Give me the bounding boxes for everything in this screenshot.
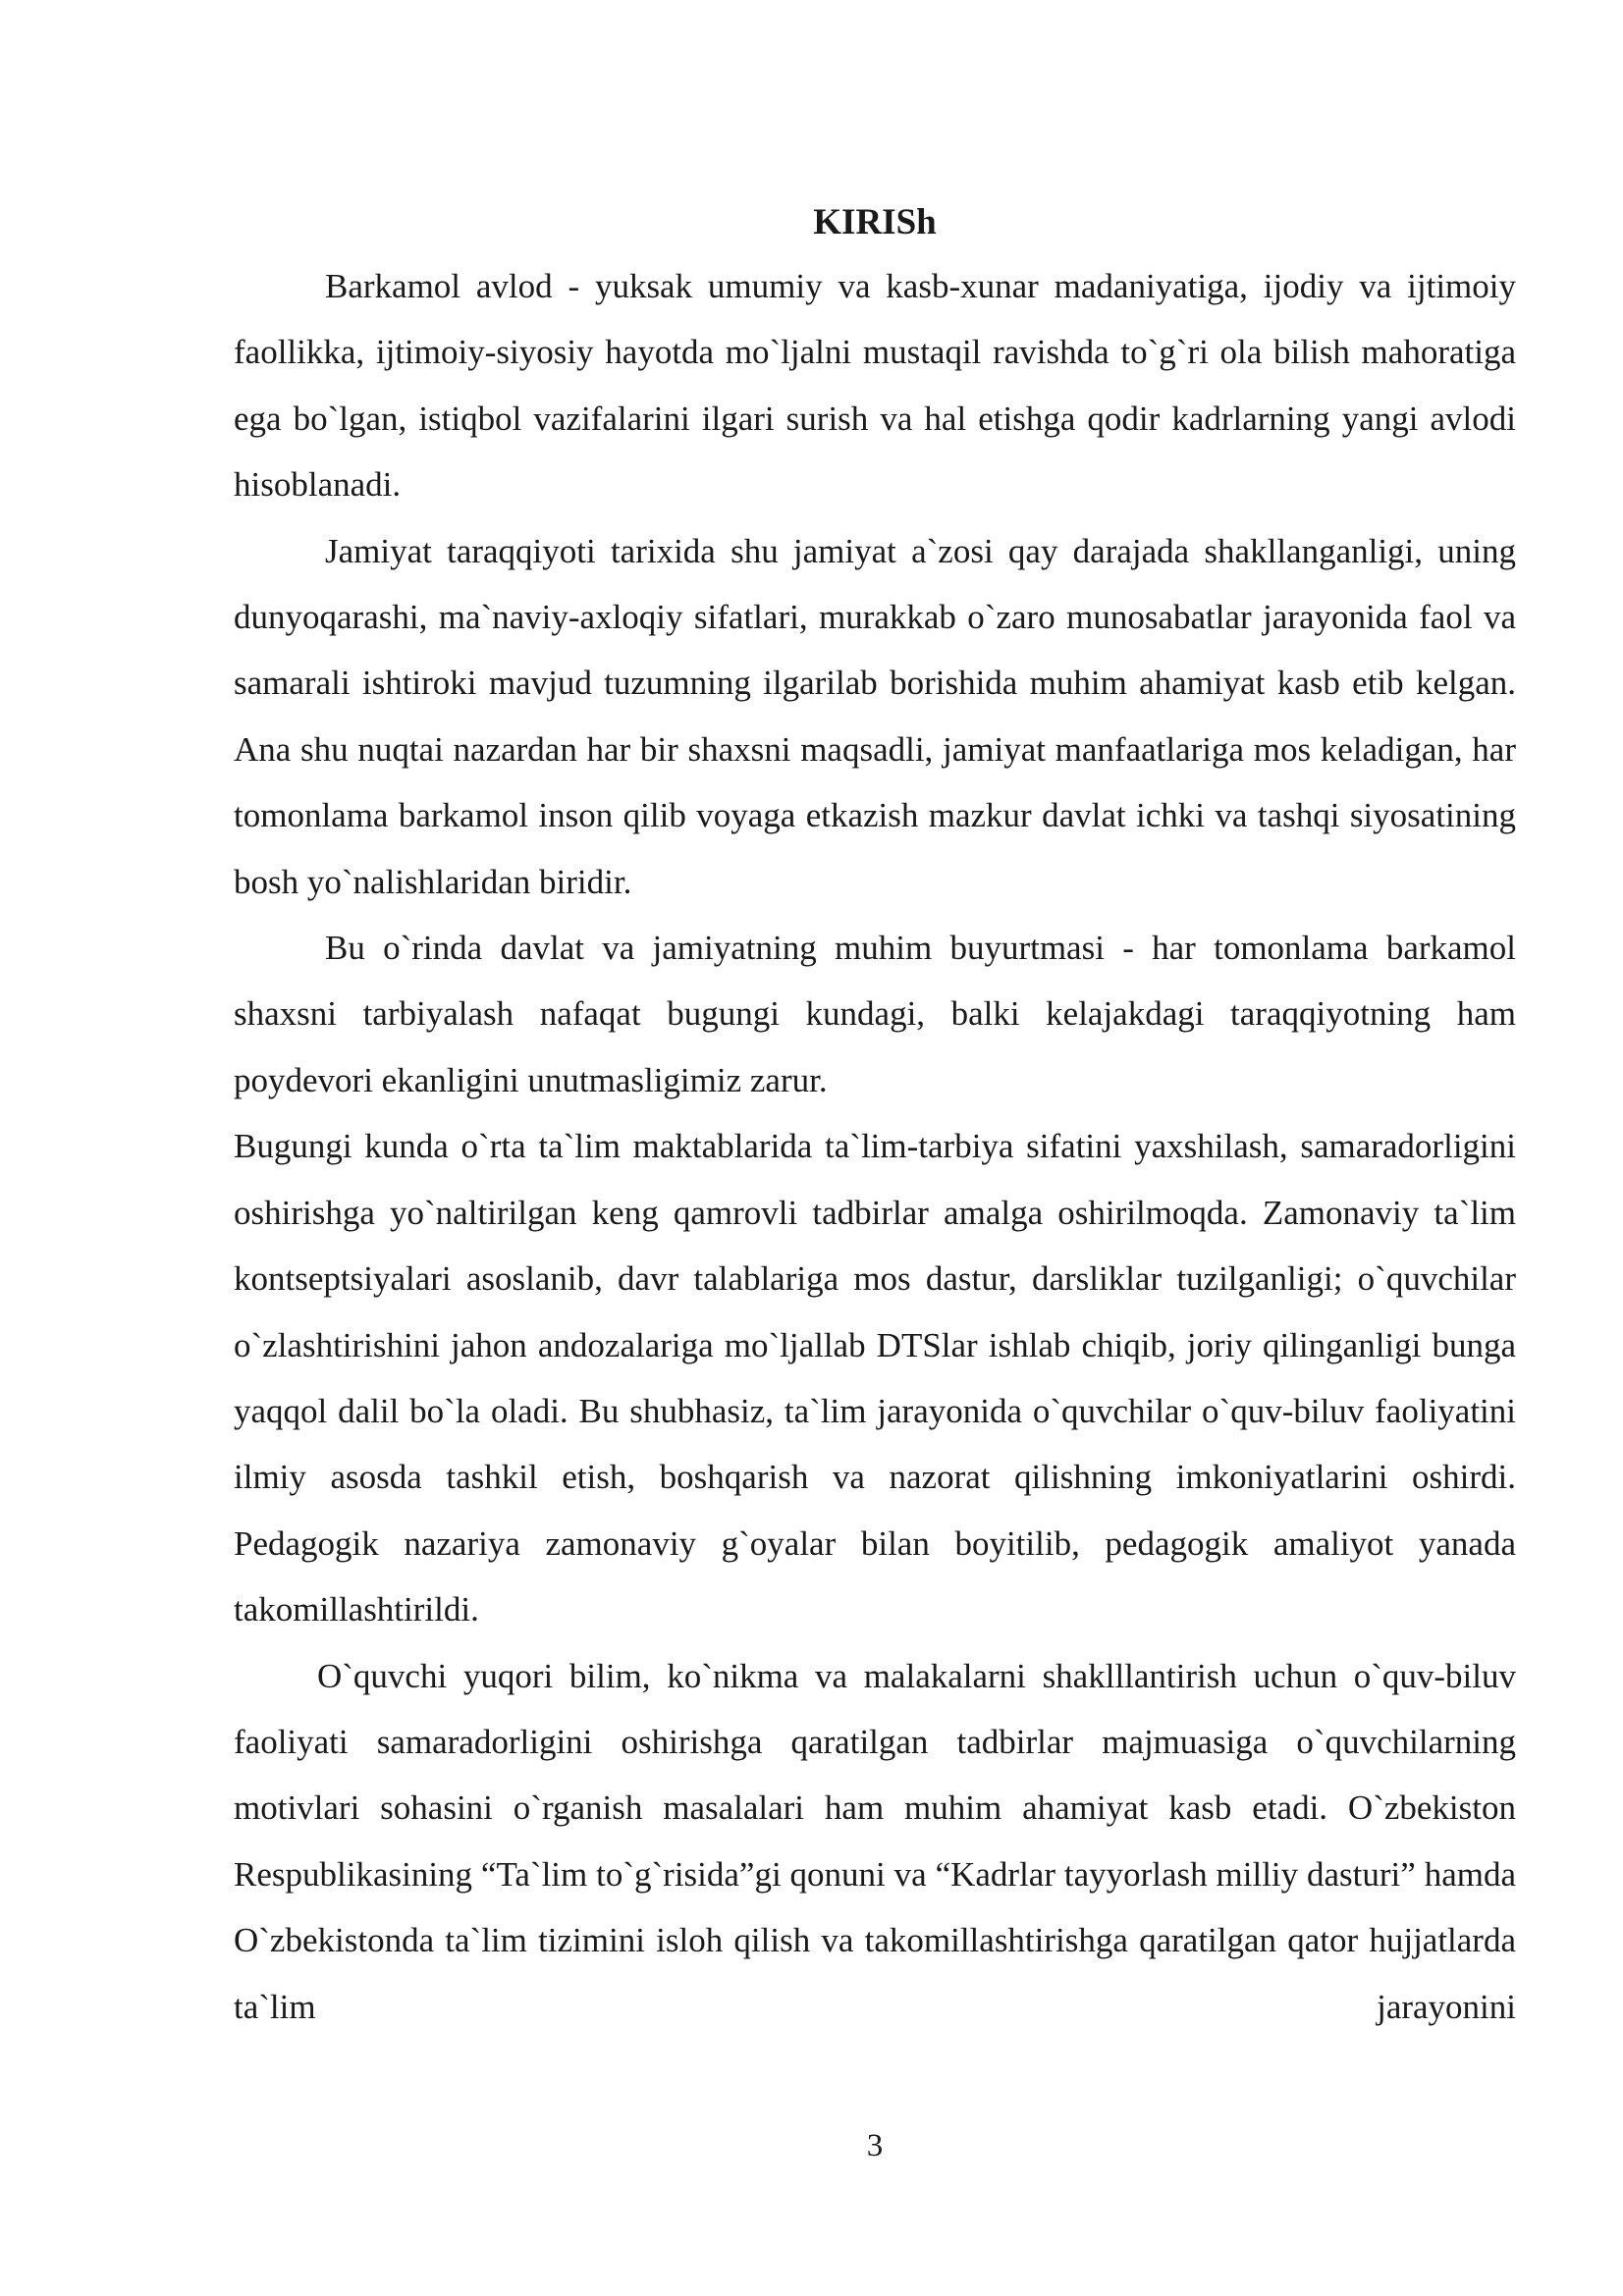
paragraph-4: Bugungi kunda o`rta ta`lim maktablarida ta`lim-tarbiya sifatini yaxshilash, samaradorligini oshirishga yo`naltirilgan keng qamrovli tadbirlar amalga oshirilmoqda. Zamonaviy ta`lim kontseptsiyalari asoslanib, davr talablariga mos dastur, darsliklar tuzilganligi; o`quvchilar o`zlashtirishini jahon andozalariga mo`ljallab DTSlar ishlab chiqib, joriy qilinganligi bunga yaqqol dalil bo`la oladi. Bu shubhasiz, ta`lim jarayonida o`quvchilar o`quv-biluv faoliyatini ilmiy asosda tashkil etish, boshqarish va nazorat qilishning imkoniyatlarini oshirdi. Pedagogik nazariya zamonaviy g`oyalar bilan boyitilib, pedagogik amaliyot yanada takomillashtirildi.	[234, 1127, 1516, 1629]
paragraph-1: Barkamol avlod - yuksak umumiy va kasb-xunar madaniyatiga, ijodiy va ijtimoiy faollikka, ijtimoiy-siyosiy hayotda mo`ljalni mustaqil ravishda to`g`ri ola bilish mahoratiga ega bo`lgan, istiqbol vazifalarini ilgari surish va hal etishga qodir kadrlarning yangi avlodi hisoblanadi.	[234, 267, 1516, 505]
paragraph-3: Bu o`rinda davlat va jamiyatning muhim buyurtmasi - har tomonlama barkamol shaxsni tarbiyalash nafaqat bugungi kundagi, balki kelajakdagi taraqqiyotning ham poydevori ekanligini unutmasligimiz zarur.	[234, 929, 1516, 1099]
section-heading: KIRISh	[813, 202, 937, 242]
paragraph-2: Jamiyat taraqqiyoti tarixida shu jamiyat a`zosi qay darajada shakllanganligi, uning dunyoqarashi, ma`naviy-axloqiy sifatlari, murakkab o`zaro munosabatlar jarayonida faol va samarali ishtiroki mavjud tuzumning ilgarilab borishida muhim ahamiyat kasb etib kelgan. Ana shu nuqtai nazardan har bir shaxsni maqsadli, jamiyat manfaatlariga mos keladigan, har tomonlama barkamol inson qilib voyaga etkazish mazkur davlat ichki va tashqi siyosatining bosh yo`nalishlaridan biridir.	[234, 531, 1516, 901]
paragraph-5: O`quvchi yuqori bilim, ko`nikma va malakalarni shaklllantirish uchun o`quv-biluv faoliyati samaradorligini oshirishga qaratilgan tadbirlar majmuasiga o`quvchilarning motivlari sohasini o`rganish masalalari ham muhim ahamiyat kasb etadi. O`zbekiston Respublikasining “Ta`lim to`g`risida”gi qonuni va “Kadrlar tayyorlash milliy dasturi” hamda O`zbekistonda ta`lim tizimini isloh qilish va takomillashtirishga qaratilgan qator hujjatlarda ta`lim jarayonini	[234, 1656, 1516, 2026]
page-number: 3	[866, 2128, 884, 2163]
page-content	[234, 192, 1516, 2040]
